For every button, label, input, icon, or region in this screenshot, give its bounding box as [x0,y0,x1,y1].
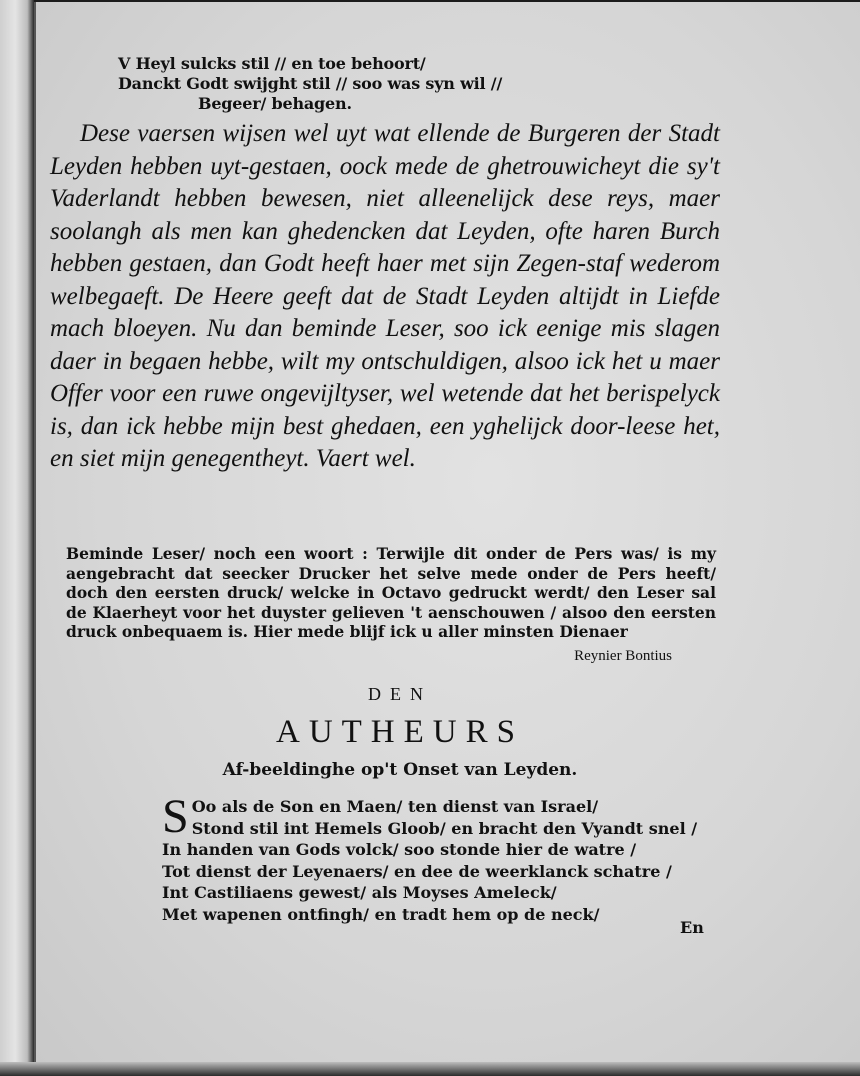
reader-note: Beminde Leser/ noch een woort : Terwijle dit onder de Pers was/ is my aengebracht dat seecker Drucker het selve mede onder de Pers heeft/ doch den eersten druck/ welcke in Octavo gedruckt werdt/ den Leser sal de Klaerheyt voor het duyster gelieven 't aenschouwen / alsoo den eersten druck onbequaem is. Hier mede blijf ick u aller minsten Dienaer [66,544,716,641]
page-bottom-edge [0,1062,860,1076]
heading-subtitle: Af-beeldinghe op't Onset van Leyden. [222,760,578,780]
catchword: En [680,918,704,937]
verse-bottom-line-2: Stond stil int Hemels Gloob/ en bracht den Vyandt snel / [191,818,698,838]
verse-top-line-2: Danckt Godt swijght stil // soo was syn wil // [118,74,503,93]
signature: Reynier Bontius [574,648,672,664]
verse-top [118,54,638,114]
verse-bottom-line-4: Tot dienst der Leyenaers/ en dee de weerklanck schatre / [162,861,672,881]
verse-bottom [162,790,722,925]
drop-cap: S [162,790,189,843]
heading-den: DEN [368,684,432,704]
verse-bottom-line-6: Met wapenen ontfingh/ en tradt hem op de neck/ [162,904,600,924]
book-spine [0,0,34,1076]
verse-bottom-line-5: Int Castiliaens gewest/ als Moyses Ameleck/ [162,883,557,902]
heading-autheurs: AUTHEURS [275,714,524,750]
verse-bottom-line-1: Oo als de Son en Maen/ ten dienst van Israel/ [191,797,599,816]
prose-text: Dese vaersen wijsen wel uyt wat ellende de Burgeren der Stadt Leyden hebben uyt-gestaen, oock mede de ghetrouwicheyt die sy't Vaderlandt hebben bewesen, niet alleenelijck dese reys, maer soolangh als men kan ghedencken dat Leyden, ofte haren Burch hebben gestaen, dan Godt heeft haer met sijn Zegen-staf wederom welbegaeft. De Heere geeft dat de Stadt Leyden altijdt in Liefde mach bloeyen. Nu dan beminde Leser, soo ick eenige mis slagen daer in begaen hebbe, wilt my ontschuldigen, alsoo ick het u maer Offer voor een ruwe ongevijltyser, wel wetende dat het berispelyck is, dan ick hebbe mijn best ghedaen, een yghelijck door-leese het, en siet mijn genegentheyt. Vaert wel. [50,120,720,472]
verse-top-line-3: Begeer/ behagen. [198,94,352,113]
verse-bottom-line-3: In handen van Gods volck/ soo stonde hier de watre / [162,840,637,859]
prose-paragraph [50,118,720,476]
verse-top-line-1: V Heyl sulcks stil // en toe behoort/ [118,54,426,73]
